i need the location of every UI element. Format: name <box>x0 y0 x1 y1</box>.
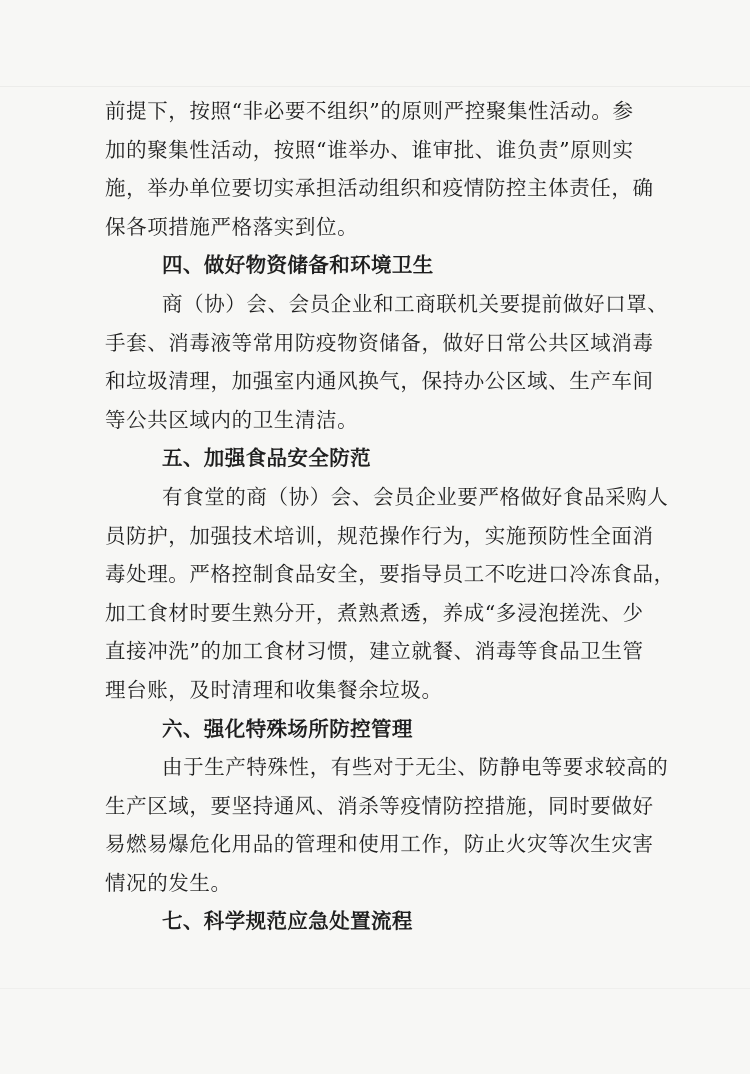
section-5-heading: 五、加强食品安全防范 <box>162 446 371 471</box>
text-line: 毒处理。严格控制食品安全，要指导员工不吃进口冷冻食品， <box>105 562 675 587</box>
text-line: 前提下，按照“非必要不组织”的原则严控聚集性活动。参 <box>105 99 634 123</box>
document-body <box>105 92 675 941</box>
intro-paragraph <box>105 92 654 246</box>
text-line: 加工食材时要生熟分开，煮熟煮透，养成“多浸泡搓洗、少 <box>105 600 644 625</box>
page-bottom-edge <box>0 988 750 989</box>
text-line: 商（协）会、会员企业和工商联机关要提前做好口罩、 <box>162 291 669 316</box>
text-line: 和垃圾清理，加强室内通风换气，保持办公区域、生产车间 <box>105 369 654 394</box>
section-6-paragraph <box>105 748 669 902</box>
text-line: 由于生产特殊性，有些对于无尘、防静电等要求较高的 <box>162 755 669 780</box>
text-line: 生产区域，要坚持通风、消杀等疫情防控措施，同时要做好 <box>105 793 654 818</box>
text-line: 保各项措施严格落实到位。 <box>105 214 359 239</box>
text-line: 手套、消毒液等常用防疫物资储备，做好日常公共区域消毒 <box>105 330 654 355</box>
section-5-paragraph <box>105 478 675 710</box>
text-line: 施，举办单位要切实承担活动组织和疫情防控主体责任，确 <box>105 176 654 201</box>
text-line: 加的聚集性活动，按照“谁举办、谁审批、谁负责”原则实 <box>105 137 634 162</box>
section-6-heading: 六、强化特殊场所防控管理 <box>162 716 413 741</box>
text-line: 理台账，及时清理和收集餐余垃圾。 <box>105 677 443 702</box>
section-7-heading: 七、科学规范应急处置流程 <box>162 909 413 934</box>
text-line: 等公共区域内的卫生清洁。 <box>105 407 359 432</box>
section-4-paragraph <box>105 285 669 439</box>
section-4-heading: 四、做好物资储备和环境卫生 <box>162 253 434 278</box>
text-line: 情况的发生。 <box>105 870 232 895</box>
text-line: 易燃易爆危化用品的管理和使用工作，防止火灾等次生灾害 <box>105 832 654 857</box>
text-line: 员防护，加强技术培训，规范操作行为，实施预防性全面消 <box>105 523 654 548</box>
text-line: 有食堂的商（协）会、会员企业要严格做好食品采购人 <box>162 484 669 509</box>
text-line: 直接冲洗”的加工食材习惯，建立就餐、消毒等食品卫生管 <box>105 639 644 664</box>
page-top-edge <box>0 86 750 87</box>
